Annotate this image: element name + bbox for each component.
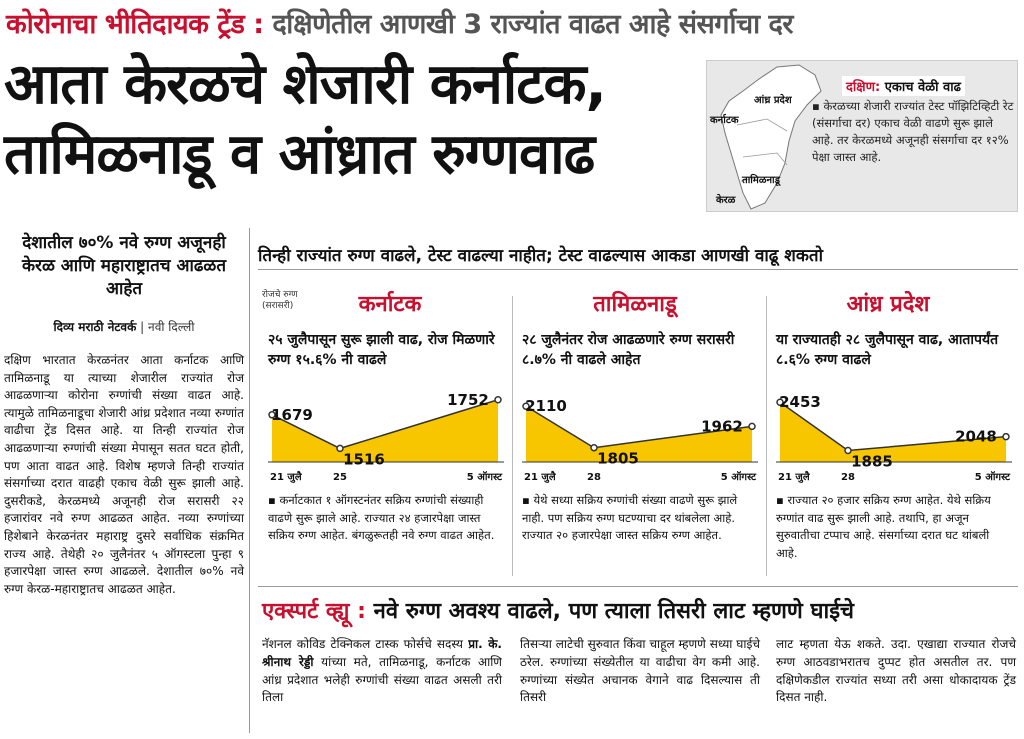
side-headline: देशातील ७०% नवे रुग्ण अजूनही केरळ आणि महाराष्ट्रातच आढळत आहेत [21,233,227,299]
panel-head-andhra: या राज्यातही २८ जुलैपासून वाढ, आतापर्यंत ८.६% रुग्ण वाढले [776,332,999,368]
expert-col1-b: यांच्या मते, तामिळनाडू, कर्नाटक आणि आंध्र प्रदेशात भलेही रुग्णांची संख्या वाढत असली तरी तिला [262,654,502,705]
chart-point [495,397,501,403]
panel-divider-2 [766,296,767,576]
chart-data-label: 2453 [779,393,821,412]
panel-divider-1 [512,296,513,576]
chart-tick-label: 28 [587,472,601,483]
byline-source: दिव्य मराठी नेटवर्क [53,320,137,334]
panel-note-tamilnadu: ▪ येथे सध्या सक्रिय रुग्णांची संख्या वाढणे सुरू झाले नाही. पण सक्रिय रुग्ण घटण्याचा दर थांबलेला आहे. राज्यात २० हजारपेक्षा जास्त सक्रिय रुग्ण आहेत. [522,493,738,542]
chart-tick-label: 21 जुलै [778,472,810,483]
map-title [842,76,965,96]
expert-title: नवे रुग्ण अवश्य वाढले, पण त्याला तिसरी लाट म्हणणे घाईचे [373,599,854,624]
panel-head-karnataka: २५ जुलैपासून सुरू झाली वाढ, रोज मिळणारे रुग्ण १५.६% नी वाढले [268,332,495,368]
headline-line-2: तामिळनाडू व आंध्रात रुग्णवाढ [4,122,595,187]
charts-subheadline: तिन्ही राज्यांत रुग्ण वाढले, टेस्ट वाढल्या नाहीत; टेस्ट वाढल्यास आकडा आणखी वाढू शकतो [258,242,1018,270]
chart-data-label: 1679 [271,405,313,424]
chart-data-label: 1516 [343,450,385,469]
byline-place: नवी दिल्ली [148,320,195,334]
kicker-line [6,4,1018,46]
expert-col1-a: नॅशनल कोविड टेक्निकल टास्क फोर्सचे सदस्य [262,637,463,651]
chart-point [591,445,597,451]
chart-tamilnadu [522,384,758,484]
chart-legend [262,290,298,312]
state-title-andhra: आंध्र प्रदेश [846,292,930,317]
chart-data-label: 1885 [851,452,893,471]
main-headline [4,50,704,190]
map-label-karnataka: कर्नाटक [710,115,739,126]
expert-name: प्रा. के. श्रीनाथ रेड्डी [262,637,502,669]
chart-data-label: 2110 [525,397,567,416]
chart-point [749,423,755,429]
map-label-kerala: केरळ [716,195,736,206]
chart-tick-label: 5 ऑगस्ट [974,472,1010,483]
chart-tick-label: 25 [333,472,347,483]
chart-karnataka [268,384,504,484]
expert-label: एक्स्पर्ट व्ह्यू : [262,599,366,624]
chart-andhra [776,384,1012,484]
chart-tick-label: 5 ऑगस्ट [720,472,756,483]
chart-tick-label: 21 जुलै [270,472,302,483]
expert-col-3: लाट म्हणता येऊ शकते. उदा. एखाद्या राज्यात रोजचे रुग्ण आठवडाभरातच दुप्पट होत असतील तर. पण दक्षिणेकडील राज्यांत सध्या तरी असा धोकादायक ट्रेंड दिसत नाही. [776,637,1016,705]
chart-tick-label: 21 जुलै [524,472,556,483]
chart-data-label: 1752 [447,390,489,409]
byline-separator: | [140,320,145,334]
map-label-tamilnadu: तामिळनाडू [742,175,780,186]
column-divider [249,228,250,733]
chart-data-label: 2048 [955,427,997,446]
expert-col-2: तिसऱ्या लाटेची सुरुवात किंवा चाहूल म्हणणे सध्या घाईचे ठरेल. रुग्णांच्या संख्येतील या वाढीचा वेग कमी आहे. रुग्णांच्या संख्येत अचानक वेगाने वाढ दिसल्यास ती तिसरी [520,637,760,705]
chart-point [1003,434,1009,440]
state-title-karnataka: कर्नाटक [358,292,422,317]
map-title-rest: एकाच वेळी वाढ [884,80,961,95]
expert-headline [262,592,1018,632]
legend-line-2: (सरासरी) [262,301,294,311]
expert-col-1 [262,636,502,707]
panel-head-tamilnadu: २८ जुलैनंतर रोज आढळणारे रुग्ण सरासरी ८.७% नी वाढले आहेत [522,332,735,368]
headline-line-1: आता केरळचे शेजारी कर्नाटक, [4,52,606,117]
chart-point [845,448,851,454]
chart-data-label: 1805 [597,449,639,468]
kicker-lead: कोरोनाचा भीतिदायक ट्रेंड : [6,9,264,40]
chart-tick-label: 28 [841,472,855,483]
chart-tick-label: 5 ऑगस्ट [466,472,502,483]
panel-note-andhra: ▪ राज्यात २० हजार सक्रिय रुग्ण आहेत. येथे सक्रिय रुग्णांत वाढ सुरू झाली आहे. तथापि, हा अजून सुरुवातीचा टप्पाच आहे. संसर्गाच्या दरात घट थांबली आहे. [776,493,991,560]
state-title-tamilnadu: तामिळनाडू [593,292,677,317]
byline [4,318,244,335]
legend-line-1: रोजचे रुग्ण [262,290,298,300]
side-body-text: दक्षिण भारतात केरळनंतर आता कर्नाटक आणि तामिळनाडू या त्याच्या शेजारील राज्यांत रोज आढळणाऱ्या कोरोना रुग्णांची संख्या वाढत आहे. त्यामुळे तामिळनाडूचा शेजारी आंध्र प्रदेशात नव्या रुग्णांत वाढीचा ट्रेंड दिसत आहे. या तिन्ही राज्यांत रोज आढळणाऱ्या रुग्णांची संख्या मेपासून सतत घटत होती, पण आता वाढत आहे. विशेष म्हणजे तिन्ही राज्यांत संसर्गाच्या दरात वाढही एकाच वेळी सुरू झाली आहे. दुसरीकडे, केरळमध्ये अजूनही रोज सरासरी २२ हजारांवर नवे रुग्ण आढळत आहेत. नव्या रुग्णांच्या हिशेबाने केरळनंतर महाराष्ट्र दुसरे सर्वाधिक संक्रमित राज्य आहे. तेथेही २० जुलैनंतर ५ ऑगस्टला पुन्हा ९ हजारपेक्षा जास्त रुग्ण आढळले. देशातील ७०% नवे रुग्ण केरळ-महाराष्ट्रातच आढळत आहेत. [4,353,244,596]
panel-note-karnataka: ▪ कर्नाटकात १ ऑगस्टनंतर सक्रिय रुग्णांची संख्याही वाढणे सुरू झाले आहे. राज्यात २४ हजारपेक्षा जास्त सक्रिय रुग्ण आहेत. बंगळुरूतही नवे रुग्ण वाढत आहेत. [268,493,495,542]
section-rule [258,586,1018,587]
kicker-rest: दक्षिणेतील आणखी 3 राज्यांत वाढत आहे संसर्गाचा दर [272,9,793,40]
map-note: ▪ केरळच्या शेजारी राज्यांत टेस्ट पॉझिटिव्हिटी रेट (संसर्गाचा दर) एकाच वेळी वाढणे सुरू झाले आहे. तर केरळमध्ये अजूनही संसर्गाचा दर १२% पेक्षा जास्त आहे. [812,99,1014,164]
chart-point [337,445,343,451]
map-title-red: दक्षिण: [846,80,881,95]
map-outline [721,65,821,209]
chart-data-label: 1962 [701,417,743,436]
map-label-andhra: आंध्र प्रदेश [754,95,792,106]
